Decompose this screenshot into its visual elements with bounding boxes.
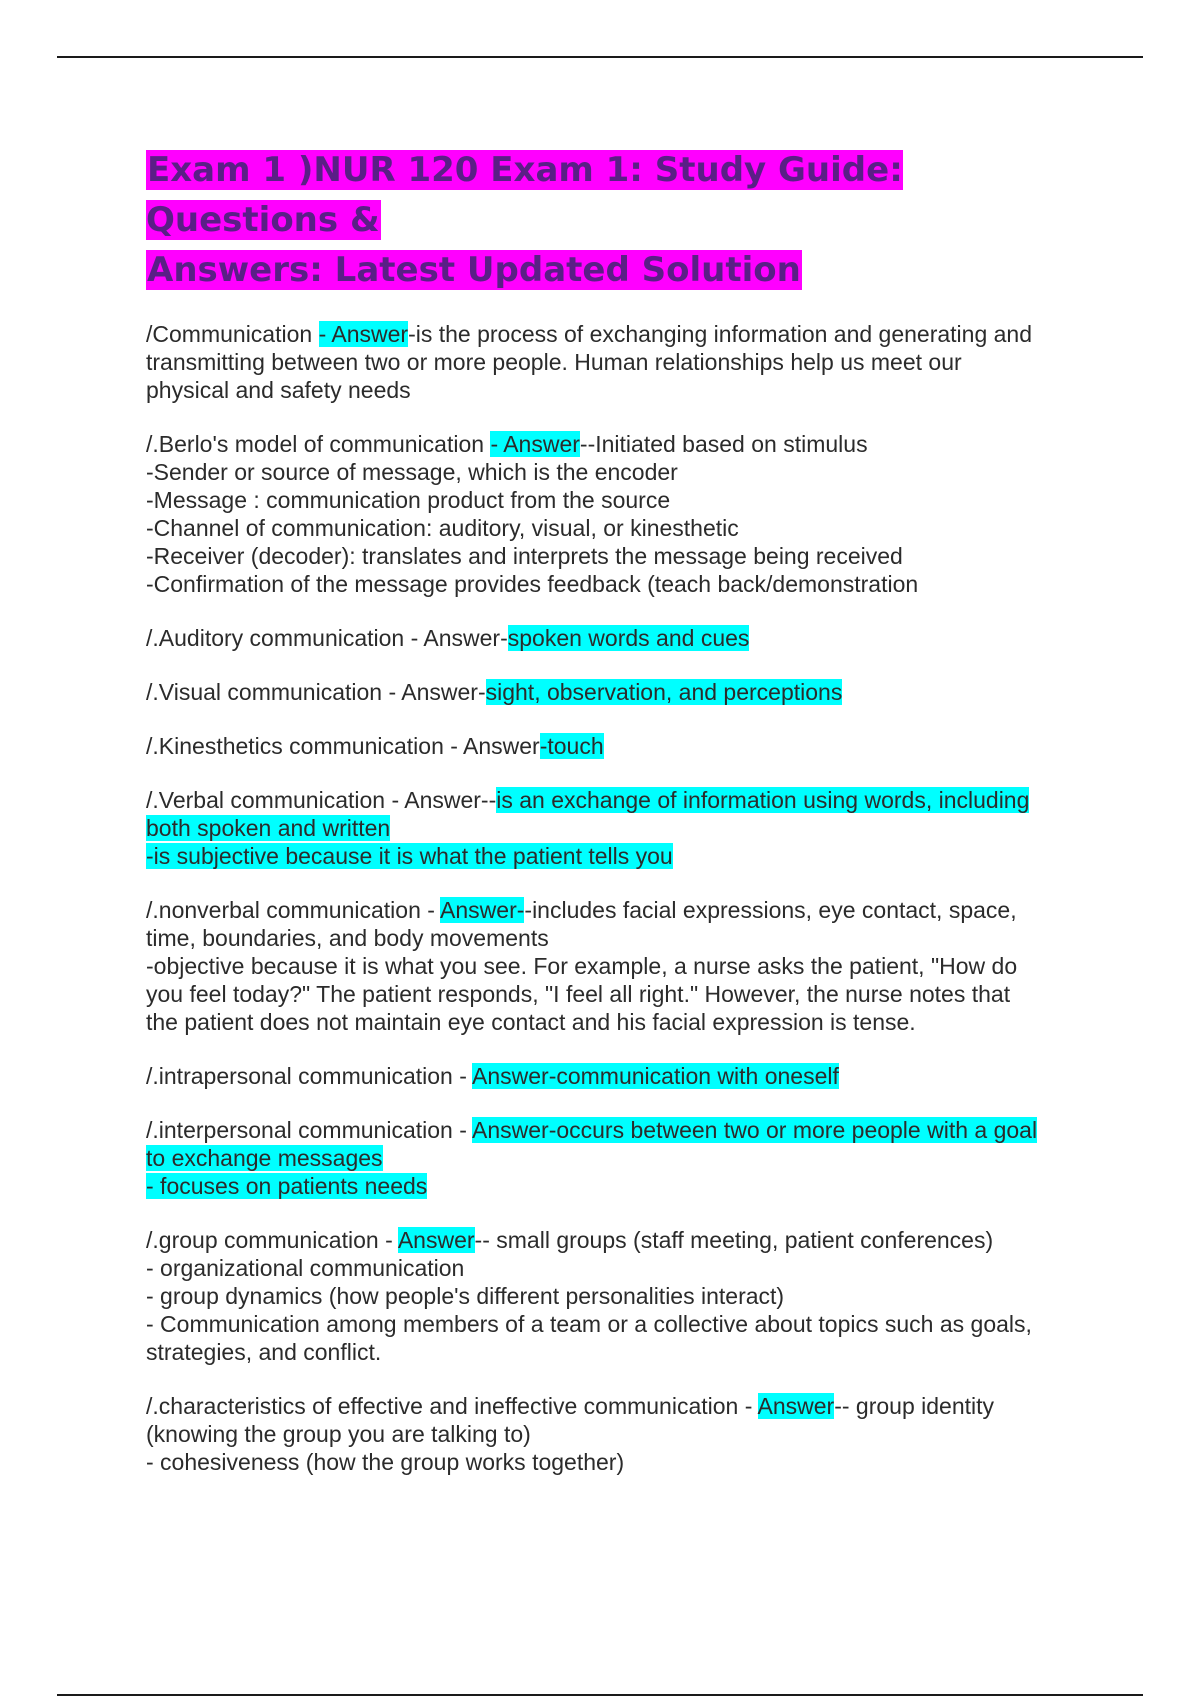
answer-highlight: spoken words and cues <box>507 625 750 651</box>
entry-continuation <box>146 814 1086 842</box>
entry-term: /.nonverbal communication - <box>146 897 441 923</box>
entry-continuation <box>146 1144 1086 1172</box>
qa-entry-auditory <box>146 624 1086 652</box>
answer-highlight: Answer-occurs between two or more people with a goal <box>472 1117 1038 1143</box>
answer-highlight: sight, observation, and perceptions <box>485 679 843 705</box>
entry-continuation: - cohesiveness (how the group works together) <box>146 1449 625 1475</box>
answer-highlight: Answer <box>397 1227 475 1253</box>
entry-continuation: - group dynamics (how people's different personalities interact) <box>146 1283 785 1309</box>
entry-continuation: - organizational communication <box>146 1255 465 1281</box>
answer-highlight: to exchange messages <box>146 1145 383 1171</box>
qa-entry-verbal <box>146 786 1086 870</box>
entry-continuation: strategies, and conflict. <box>146 1339 382 1365</box>
qa-entry-interpersonal <box>146 1116 1086 1200</box>
entry-continuation <box>146 1172 1086 1200</box>
entry-continuation: -objective because it is what you see. For example, a nurse asks the patient, "How do <box>146 953 1018 979</box>
entry-term: /.characteristics of effective and ineffective communication - <box>146 1393 758 1419</box>
entry-continuation: -Receiver (decoder): translates and interprets the message being received <box>146 543 903 569</box>
entry-continuation <box>146 842 1086 870</box>
answer-highlight: both spoken and written <box>146 815 391 841</box>
qa-entry-communication <box>146 320 1086 404</box>
document-page <box>146 145 1086 1502</box>
qa-entry-kinesthetics <box>146 732 1086 760</box>
entry-term: /.interpersonal communication - <box>146 1117 472 1143</box>
answer-highlight: - Answer <box>490 431 580 457</box>
answer-highlight: Answer-communication with oneself <box>472 1063 839 1089</box>
entry-term: /.Auditory communication - Answer- <box>146 625 508 651</box>
entry-continuation: the patient does not maintain eye contact and his facial expression is tense. <box>146 1009 916 1035</box>
entry-answer: --Initiated based on stimulus <box>579 431 868 457</box>
qa-entry-nonverbal <box>146 896 1086 1036</box>
entry-continuation: time, boundaries, and body movements <box>146 925 549 951</box>
answer-highlight: -touch <box>539 733 604 759</box>
entry-term: /Communication <box>146 321 319 347</box>
qa-entry-intrapersonal <box>146 1062 1086 1090</box>
top-rule <box>57 56 1143 58</box>
entry-answer: -- group identity <box>834 1393 995 1419</box>
answer-highlight: is an exchange of information using words, including <box>496 787 1030 813</box>
entry-term: /.group communication - <box>146 1227 398 1253</box>
answer-highlight: -is subjective because it is what the patient tells you <box>146 843 673 869</box>
qa-entry-characteristics <box>146 1392 1086 1476</box>
qa-entry-berlo-model <box>146 430 1086 598</box>
entry-continuation: -Message : communication product from the source <box>146 487 671 513</box>
entry-continuation: physical and safety needs <box>146 377 411 403</box>
entry-continuation: transmitting between two or more people. Human relationships help us meet our <box>146 349 962 375</box>
title-line-2: Answers: Latest Updated Solution <box>147 250 801 290</box>
answer-highlight: - Answer <box>318 321 409 347</box>
title-line-1: Exam 1 )NUR 120 Exam 1: Study Guide: Questions & <box>146 150 903 240</box>
entry-continuation: - Communication among members of a team or a collective about topics such as goals, <box>146 1311 1032 1337</box>
entry-term: /.intrapersonal communication - <box>146 1063 472 1089</box>
entry-term: /.Kinesthetics communication - Answer <box>146 733 540 759</box>
answer-highlight: - focuses on patients needs <box>146 1173 428 1199</box>
entry-continuation: -Sender or source of message, which is the encoder <box>146 459 678 485</box>
entry-term: /.Visual communication - Answer- <box>146 679 486 705</box>
qa-entry-group <box>146 1226 1086 1366</box>
entry-continuation: -Confirmation of the message provides feedback (teach back/demonstration <box>146 571 919 597</box>
entry-term: /.Berlo's model of communication <box>146 431 491 457</box>
entry-continuation: you feel today?" The patient responds, "I feel all right." However, the nurse notes that <box>146 981 1011 1007</box>
entry-answer: -includes facial expressions, eye contact, space, <box>524 897 1017 923</box>
bottom-rule <box>57 1694 1143 1696</box>
entry-continuation: (knowing the group you are talking to) <box>146 1421 531 1447</box>
qa-entry-visual <box>146 678 1086 706</box>
answer-highlight: Answer <box>757 1393 835 1419</box>
entry-answer: -is the process of exchanging information and generating and <box>408 321 1033 347</box>
entry-term: /.Verbal communication - Answer-- <box>146 787 497 813</box>
entry-answer: -- small groups (staff meeting, patient conferences) <box>474 1227 994 1253</box>
entry-continuation: -Channel of communication: auditory, visual, or kinesthetic <box>146 515 739 541</box>
answer-highlight: Answer- <box>440 897 525 923</box>
document-title <box>146 145 1086 295</box>
